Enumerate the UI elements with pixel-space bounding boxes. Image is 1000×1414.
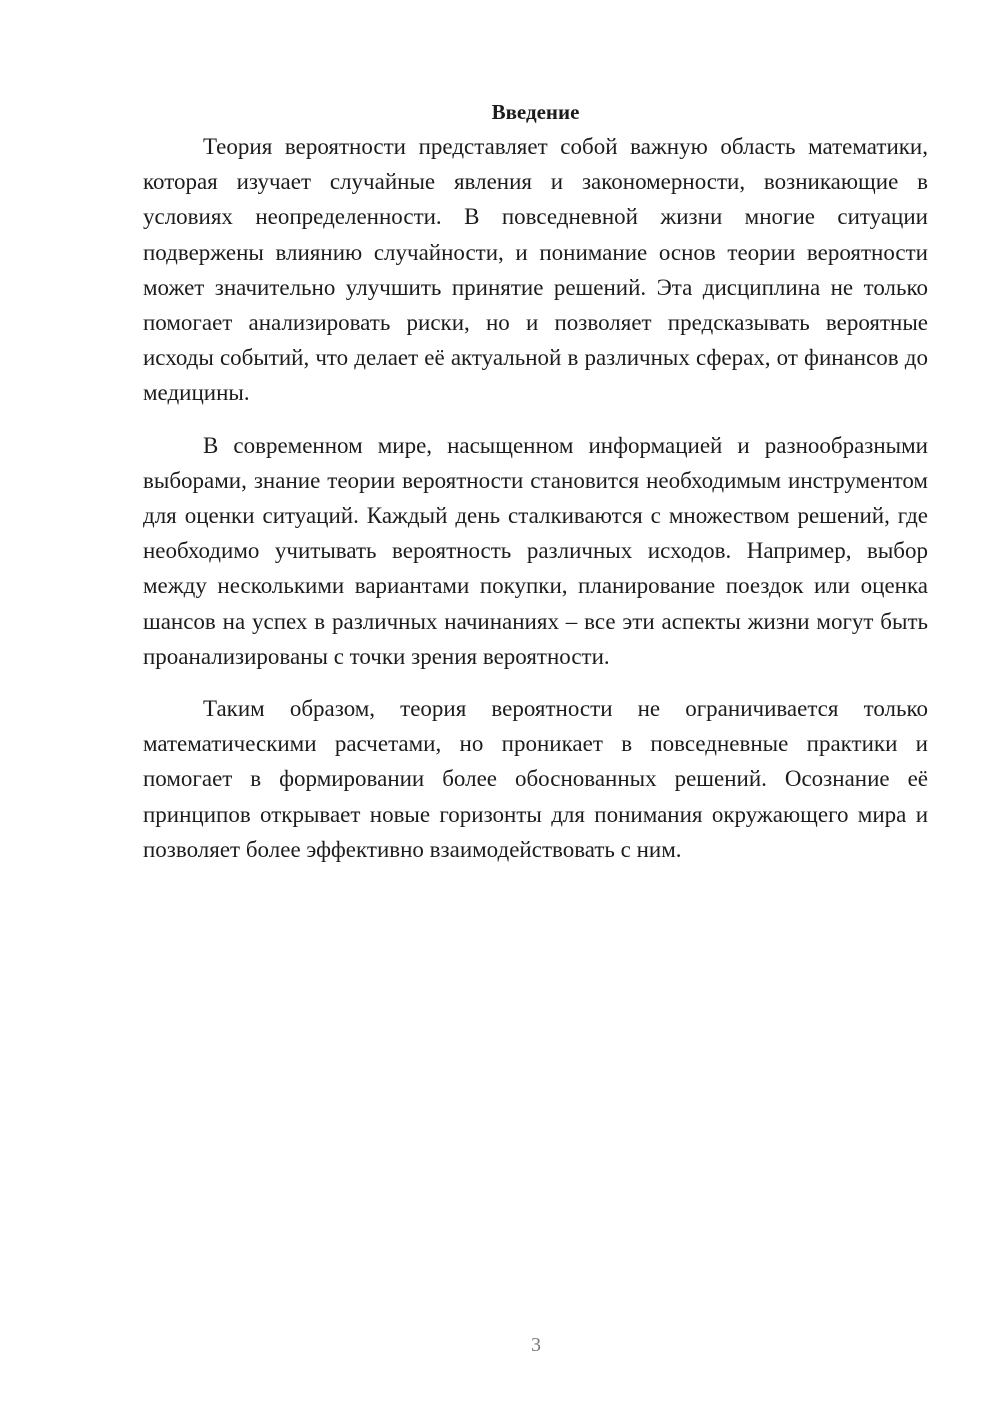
paragraph-2: В современном мире, насыщенном информацией и разнообразными выборами, знание теории вероятности становится необходимым инструментом для оценки ситуаций. Каждый день сталкиваются с множеством решений, где необходимо учитывать вероятность различных исходов. Например, выбор между несколькими вариантами покупки, планирование поездок или оценка шансов на успех в различных начинаниях – все эти аспекты жизни могут быть проанализированы с точки зрения вероятности. (143, 432, 928, 669)
section-title: Введение (491, 100, 580, 124)
paragraph-1: Теория вероятности представляет собой важную область математики, которая изучает случайные явления и закономерности, возникающие в условиях неопределенности. В повседневной жизни многие ситуации подвержены влиянию случайности, и понимание основ теории вероятности может значительно улучшить принятие решений. Эта дисциплина не только помогает анализировать риски, но и позволяет предсказывать вероятные исходы событий, что делает её актуальной в различных сферах, от финансов до медицины. (143, 134, 928, 406)
paragraph-3: Таким образом, теория вероятности не ограничивается только математическими расчетами, но проникает в повседневные практики и помогает в формировании более обоснованных решений. Осознание её принципов открывает новые горизонты для понимания окружающего мира и позволяет более эффективно взаимодействовать с ним. (143, 696, 928, 862)
page-number: 3 (531, 1334, 541, 1356)
page-content (143, 96, 928, 884)
